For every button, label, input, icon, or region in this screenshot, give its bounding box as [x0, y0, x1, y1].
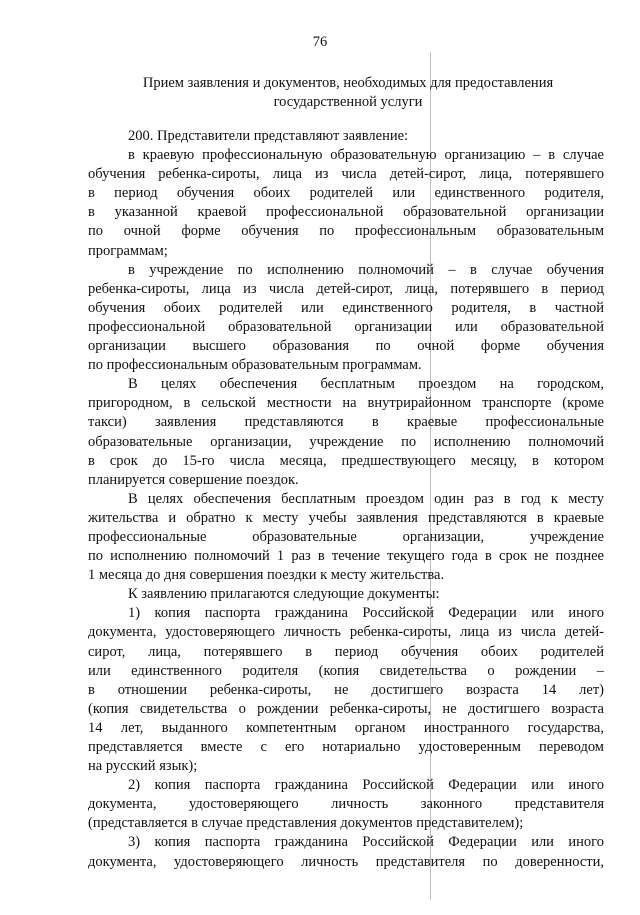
text-line: планируется совершение поездок.	[88, 471, 299, 488]
text-line: в период обучения обоих родителей или единственного родителя,	[88, 185, 604, 202]
section-title-line: Прием заявления и документов, необходимых для предоставления	[142, 75, 554, 91]
text-line: по исполнению полномочий 1 раз в течение текущего года в срок не позднее	[88, 548, 604, 565]
text-line: на русский язык);	[88, 758, 198, 775]
text-line: 2) копия паспорта гражданина Российской Федерации или иного	[128, 777, 604, 794]
section-title-line: государственной услуги	[273, 94, 423, 110]
text-line: в отношении ребенка-сироты, не достигшего возраста 14 лет)	[88, 681, 604, 698]
text-line: в учреждение по исполнению полномочий – в случае обучения	[128, 261, 604, 278]
text-line: такси) заявления представляются в краевые профессиональные	[88, 414, 604, 431]
text-line: профессиональной образовательной организации или образовательной	[88, 318, 604, 335]
text-line: представляется вместе с его нотариально удостоверенным переводом	[88, 739, 604, 755]
text-line: В целях обеспечения бесплатным проездом на городском,	[128, 376, 604, 393]
text-line: в краевую профессиональную образовательную организацию – в случае	[128, 147, 604, 164]
text-line: образовательные организации, учреждение по исполнению полномочий	[88, 433, 604, 450]
text-line: программам;	[88, 242, 168, 259]
text-line: 1) копия паспорта гражданина Российской Федерации или иного	[128, 605, 604, 622]
section-title	[88, 74, 608, 112]
text-line: (копия свидетельства о рождении ребенка-сироты, не достигшего возраста	[88, 700, 604, 717]
text-line: документа, удостоверяющего личность ребенка-сироты, лица из числа детей-	[88, 624, 604, 641]
text-line: по профессиональным образовательным программам.	[88, 357, 422, 374]
text-line: ребенка-сироты, лица из числа детей-сирот, лица, потерявшего в период	[88, 280, 604, 297]
text-line: организации высшего образования по очной форме обучения	[88, 338, 604, 355]
text-line: документа, удостоверяющего личность представителя по доверенности,	[88, 853, 604, 870]
text-line: профессиональные образовательные организации, учреждение	[88, 528, 604, 545]
text-line: 1 месяца до дня совершения поездки к месту жительства.	[88, 567, 445, 584]
text-line: документа, удостоверяющего личность законного представителя	[88, 796, 604, 813]
text-line: по очной форме обучения по профессиональным образовательным	[88, 223, 604, 240]
text-line: обучения ребенка-сироты, лица из числа детей-сирот, лица, потерявшего	[88, 166, 604, 183]
text-line: К заявлению прилагаются следующие документы:	[128, 586, 440, 603]
text-line: или единственного родителя (копия свидетельства о рождении –	[88, 662, 604, 679]
document-body	[88, 127, 604, 872]
text-line: сирот, лица, потерявшего в период обучения обоих родителей	[88, 643, 604, 660]
text-line: (представляется в случае представления документов представителем);	[88, 815, 524, 832]
text-line: пригородном, в сельской местности на внутрирайонном транспорте (кроме	[88, 395, 604, 412]
text-line: обучения обоих родителей или единственного родителя, в частной	[88, 299, 604, 316]
page-number: 76	[312, 34, 328, 50]
text-line: в указанной краевой профессиональной образовательной организации	[88, 204, 604, 221]
text-line: 200. Представители представляют заявление:	[128, 128, 409, 144]
text-line: 14 лет, выданного компетентным органом иностранного государства,	[88, 719, 604, 736]
text-line: жительства и обратно к месту учебы заявления представляются в краевые	[88, 509, 604, 526]
text-line: В целях обеспечения бесплатным проездом один раз в год к месту	[128, 490, 604, 507]
text-line: 3) копия паспорта гражданина Российской Федерации или иного	[128, 834, 604, 851]
text-line: в срок до 15-го числа месяца, предшествующего месяцу, в котором	[88, 452, 604, 469]
